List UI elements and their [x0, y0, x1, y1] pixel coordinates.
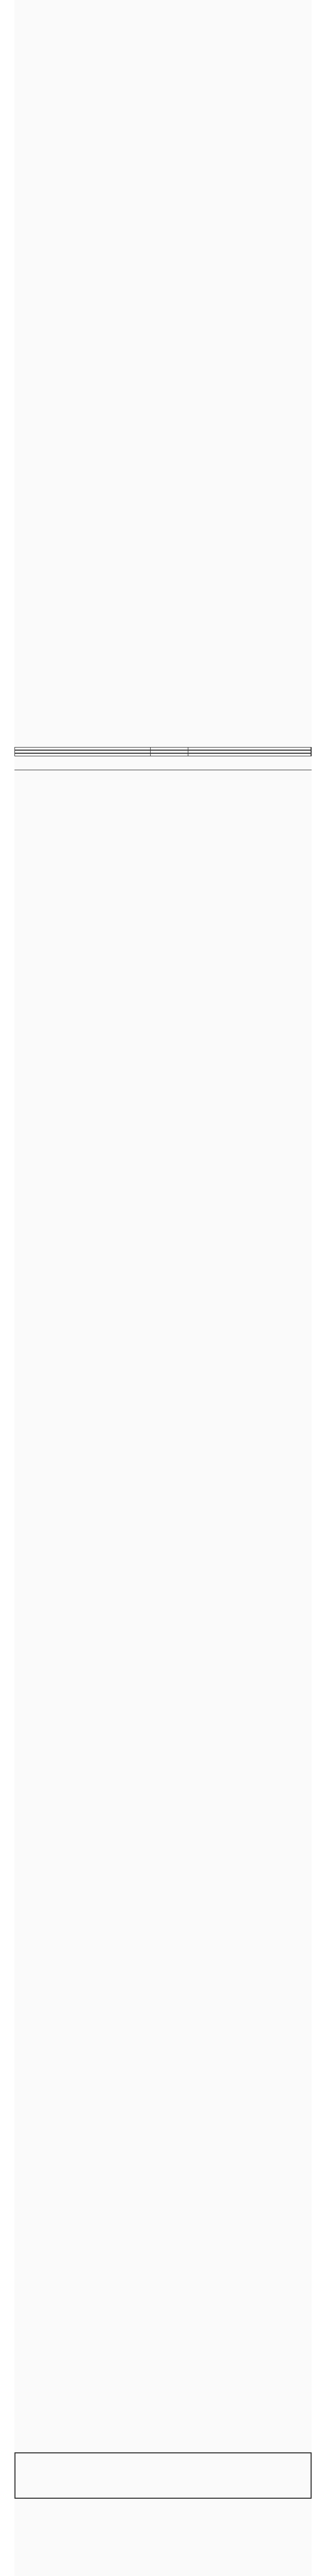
conformity-note: [14, 2519, 312, 2529]
summary: [14, 2272, 312, 2274]
cne-logo: [40, 216, 82, 263]
election-info: [92, 428, 309, 433]
totals-table: [14, 747, 312, 770]
col-nro: [151, 748, 188, 750]
col-letras: [188, 748, 311, 750]
observations-box: [14, 2452, 312, 2499]
totals-letters: [188, 751, 311, 753]
col-votantes: [15, 748, 151, 750]
candidate-col-header: [14, 756, 312, 770]
totals-letters: [188, 754, 311, 756]
totals-label: [15, 754, 151, 756]
totals-num: [151, 754, 188, 756]
receipt: [14, 0, 312, 2576]
totals-num: [151, 751, 188, 753]
totals-label: [15, 751, 151, 753]
